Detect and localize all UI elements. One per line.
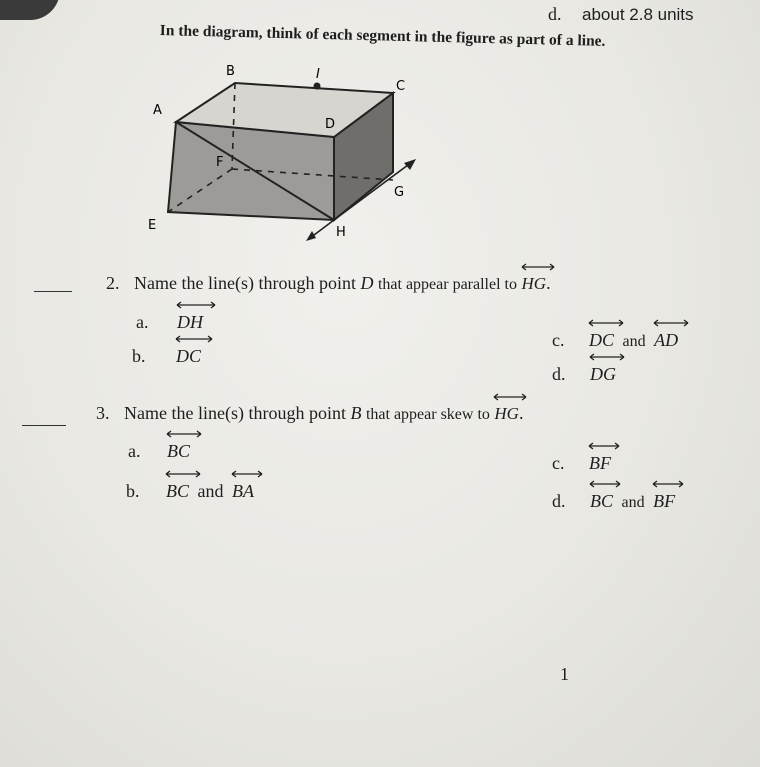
q3-choice-d[interactable] xyxy=(552,491,675,512)
prev-answer-choice xyxy=(548,4,694,25)
line-name: DH xyxy=(177,312,203,333)
q3-choice-c[interactable] xyxy=(552,453,611,474)
instruction-text: In the diagram, think of each segment in the figure as part of a line. xyxy=(159,22,606,50)
choice-letter: d. xyxy=(552,491,566,511)
line-arrow-icon xyxy=(587,442,621,450)
line-arrow-icon xyxy=(174,335,214,343)
line-arrow-icon xyxy=(230,470,264,478)
arrowhead-g xyxy=(404,159,416,170)
label-e: E xyxy=(148,218,157,233)
choice-letter: c. xyxy=(552,330,565,350)
q3-answer-blank[interactable] xyxy=(22,425,66,426)
q2-answer-blank[interactable] xyxy=(34,291,72,292)
line-name: DC xyxy=(176,346,201,367)
choice-letter: b. xyxy=(126,481,140,501)
line-name: DG xyxy=(590,364,616,385)
line-arrow-icon xyxy=(588,353,626,361)
label-i: I xyxy=(316,67,320,82)
choice-and: and xyxy=(622,333,646,350)
q3-number: 3. xyxy=(96,403,110,423)
line-arrow-icon xyxy=(165,430,203,438)
q3-point: B xyxy=(350,403,362,423)
choice-letter: a. xyxy=(136,312,149,332)
arrowhead-h xyxy=(306,231,316,241)
label-g: G xyxy=(394,185,405,200)
label-f: F xyxy=(216,155,224,170)
q3-stem-text-2: that appear skew to xyxy=(365,406,490,423)
line-name: BA xyxy=(232,481,254,502)
choice-letter: a. xyxy=(128,441,141,461)
q2-stem-text-2: that appear parallel to xyxy=(377,276,517,293)
label-b: B xyxy=(226,64,235,79)
label-d: D xyxy=(325,117,336,132)
prev-answer-letter: d. xyxy=(548,4,562,24)
line-arrow-icon xyxy=(651,480,685,488)
q3-choice-a[interactable] xyxy=(128,441,190,462)
q2-number: 2. xyxy=(106,273,120,293)
q2-choice-c[interactable] xyxy=(552,330,678,351)
choice-letter: b. xyxy=(132,346,146,366)
line-arrow-icon xyxy=(652,319,690,327)
q2-ref-line: HG xyxy=(522,274,547,294)
q3-choice-b[interactable] xyxy=(126,481,254,502)
q2-stem-text: Name the line(s) through point xyxy=(134,273,356,293)
label-h: H xyxy=(336,225,346,240)
label-a: A xyxy=(153,103,162,118)
page-number: 1 xyxy=(560,664,569,684)
q3-stem: 3. Name the line(s) through point B that appear skew to HG. xyxy=(96,403,523,424)
line-name: BF xyxy=(653,491,675,512)
choice-and: and xyxy=(197,481,224,501)
label-c: C xyxy=(396,79,406,94)
line-name: BC xyxy=(167,441,190,462)
line-arrow-icon xyxy=(492,393,528,401)
line-arrow-icon xyxy=(175,301,217,309)
choice-letter: c. xyxy=(552,453,565,473)
line-arrow-icon xyxy=(520,263,556,271)
choice-letter: d. xyxy=(552,364,566,384)
line-name: BF xyxy=(589,453,611,474)
q2-point: D xyxy=(360,273,374,293)
q2-choice-d[interactable] xyxy=(552,364,616,385)
line-name: AD xyxy=(654,330,678,351)
q3-ref-line: HG xyxy=(494,404,519,424)
prev-answer-text: about 2.8 units xyxy=(582,5,694,24)
q2-choice-b[interactable] xyxy=(132,346,201,367)
page-corner-shadow xyxy=(0,0,60,20)
q3-stem-text: Name the line(s) through point xyxy=(124,403,346,423)
point-i xyxy=(314,83,321,90)
choice-and: and xyxy=(621,494,645,511)
line-name: DC xyxy=(589,330,614,351)
line-arrow-icon xyxy=(588,480,622,488)
line-name: BC xyxy=(166,481,189,502)
line-arrow-icon xyxy=(587,319,625,327)
prism-figure xyxy=(140,62,420,242)
line-name: BC xyxy=(590,491,613,512)
q2-stem: 2. Name the line(s) through point D that appear parallel to HG. xyxy=(106,273,551,294)
line-arrow-icon xyxy=(164,470,202,478)
q2-choice-a[interactable] xyxy=(136,312,203,333)
